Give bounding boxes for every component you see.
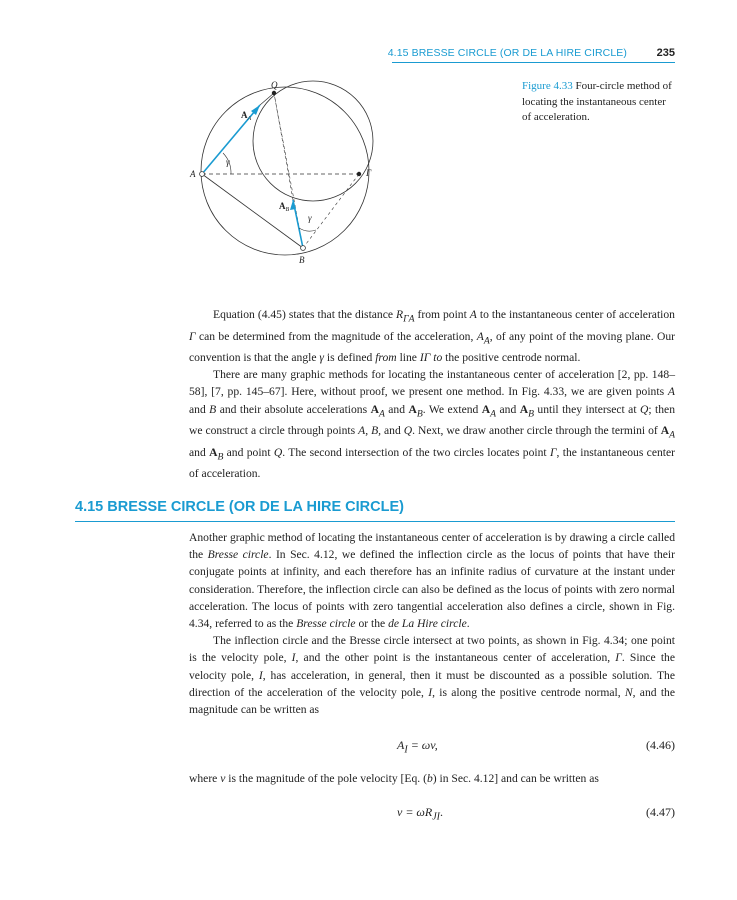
vector-ab-arrowhead bbox=[290, 200, 296, 210]
figure-caption bbox=[522, 79, 672, 126]
body-text-final bbox=[189, 770, 675, 787]
header-rule bbox=[392, 62, 675, 63]
section-heading: 4.15 BRESSE CIRCLE (OR DE LA HIRE CIRCLE) bbox=[75, 499, 675, 522]
equation-4-47-body: $v = \omega R_{JI}$. bbox=[397, 805, 444, 823]
angle-arc-2 bbox=[299, 228, 316, 231]
line-ab-extension bbox=[274, 93, 293, 200]
body-text-upper bbox=[189, 306, 675, 482]
label-gamma: Γ bbox=[366, 168, 372, 178]
paragraph-1: Equation (4.45) states that the distance $R_{\Gamma A}$ from point A to the instantaneous center of acceleration Γ can be determined from the magnitude of the acceleration, $A_A$, of any point of the moving plane. Our convention is that the angle γ is defined from line IΓ to the positive centrode normal. bbox=[189, 308, 675, 365]
equation-4-46-body: $A_I = \omega v$, bbox=[397, 738, 438, 756]
label-aa: $A_A$ bbox=[241, 110, 252, 122]
point-b bbox=[301, 246, 306, 251]
line-aa-extension bbox=[260, 93, 274, 105]
figure-4-33 bbox=[185, 75, 385, 270]
figure-caption-text: Four-circle method of locating the instantaneous center of acceleration. bbox=[522, 80, 672, 123]
equation-4-46 bbox=[189, 738, 675, 756]
circle-termini bbox=[253, 81, 373, 201]
paragraph-4: The inflection circle and the Bresse circle intersect at two points, as shown in Fig. 4.34; one point is the velocity pole, I, and the other point is the instantaneous center of acceleration, Γ. Since the velocity pole, I, has acceleration, in general, then it must be discounted as a possible solution. The direction of the acceleration of the velocity pole, I, is along the positive centrode normal, N, and the magnitude can be written as bbox=[189, 634, 675, 717]
label-q: Q bbox=[271, 80, 278, 90]
body-text-lower bbox=[189, 529, 675, 718]
circle-abq bbox=[201, 87, 369, 255]
paragraph-5: where v is the magnitude of the pole velocity [Eq. (b) in Sec. 4.12] and can be written as bbox=[189, 772, 599, 785]
figure-label: Figure 4.33 bbox=[522, 80, 573, 92]
equation-4-47-number: (4.47) bbox=[646, 805, 675, 819]
label-ab: $A_B$ bbox=[279, 201, 290, 213]
running-title: 4.15 BRESSE CIRCLE (OR DE LA HIRE CIRCLE) bbox=[387, 47, 627, 59]
equation-4-46-number: (4.46) bbox=[646, 738, 675, 752]
point-gamma bbox=[357, 172, 361, 176]
label-gamma-angle-2: γ bbox=[308, 213, 312, 223]
equation-4-47 bbox=[189, 805, 675, 823]
paragraph-3: Another graphic method of locating the instantaneous center of acceleration is by drawing a circle called the Bresse circle. In Sec. 4.12, we defined the inflection circle as the locus of points that have their conjugate points at infinity, and each therefore has an infinite radius of curvature at the instant under consideration. Therefore, the inflection circle can also be defined as the locus of points with zero normal acceleration. The locus of points with zero tangential acceleration also defines a circle, shown in Fig. 4.34, referred to as the Bresse circle or the de La Hire circle. bbox=[189, 531, 675, 631]
vector-aa bbox=[202, 105, 260, 174]
line-gamma-b bbox=[303, 174, 359, 248]
page-number: 235 bbox=[656, 47, 675, 59]
label-gamma-angle-1: γ bbox=[226, 157, 230, 167]
label-b: B bbox=[299, 255, 305, 265]
point-q bbox=[272, 91, 276, 95]
paragraph-2: There are many graphic methods for locating the instantaneous center of acceleration [2, pp. 148–58], [7, pp. 145–67]. Here, without proof, we present one method. In Fig. 4.33, we are given points A and B and their absolute accelerations $A_A$ and $A_B$. We extend $A_A$ and $A_B$ until they intersect at Q; then we construct a circle through points A, B, and Q. Next, we draw another circle through the termini of $A_A$ and $A_B$ and point Q. The second intersection of the two circles locates point Γ, the instantaneous center of acceleration. bbox=[189, 368, 675, 481]
label-a: A bbox=[190, 169, 196, 179]
point-a bbox=[200, 172, 205, 177]
